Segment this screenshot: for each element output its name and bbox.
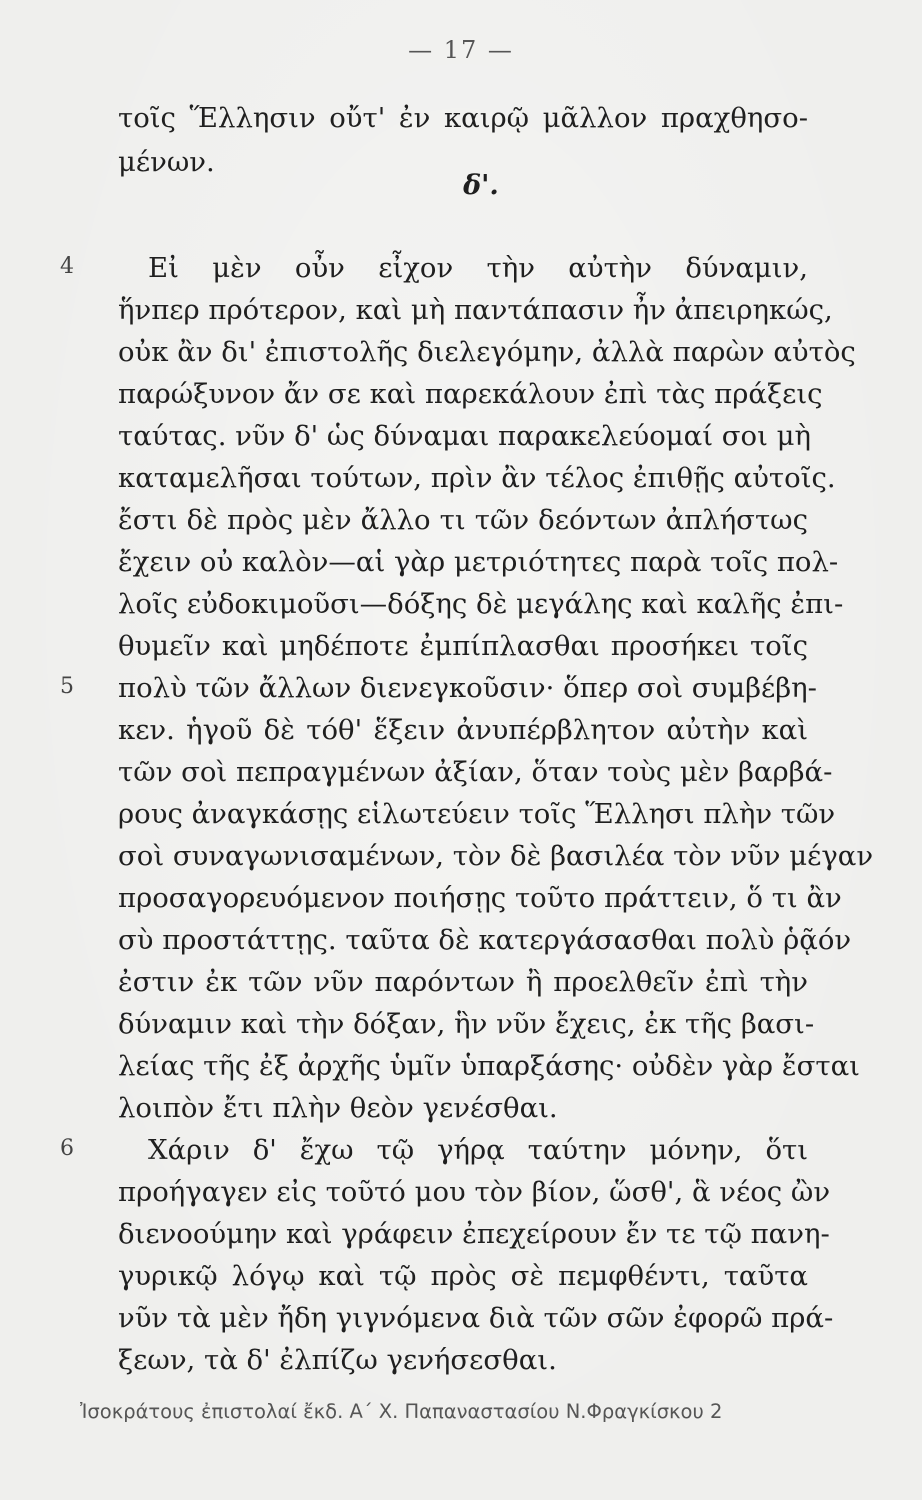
text-line: κεν. ἡγοῦ δὲ τόθ' ἕξειν ἀνυπέρβλητον αὐτὴν καὶ <box>118 714 808 746</box>
text-line: παρώξυνον ἄν σε καὶ παρεκάλουν ἐπὶ τὰς πράξεις <box>118 378 823 410</box>
page-number: — 17 — <box>408 36 514 64</box>
footer-imprint: Ἰσοκράτους ἐπιστολαί ἔκδ. Α΄ Χ. Παπαναστασίου Ν.Φραγκίσκου 2 <box>80 1400 723 1423</box>
text-line: σὺ προστάττῃς. ταῦτα δὲ κατεργάσασθαι πολὺ ῥᾷόν <box>118 924 852 956</box>
text-line: λείας τῆς ἐξ ἀρχῆς ὑμῖν ὑπαρξάσης· οὐδὲν γὰρ ἔσται <box>118 1050 860 1082</box>
text-line: Εἰ μὲν οὖν εἶχον τὴν αὐτὴν δύναμιν, <box>148 252 808 284</box>
text-line: ἥνπερ πρότερον, καὶ μὴ παντάπασιν ἦν ἀπειρηκώς, <box>118 294 833 326</box>
text-line: διενοούμην καὶ γράφειν ἐπεχείρουν ἔν τε τῷ πανη- <box>118 1218 830 1250</box>
text-line: μένων. <box>118 146 215 178</box>
text-line: πολὺ τῶν ἄλλων διενεγκοῦσιν· ὅπερ σοὶ συμβέβη- <box>118 672 817 704</box>
text-line: νῦν τὰ μὲν ἤδη γιγνόμενα διὰ τῶν σῶν ἐφορῶ πρά- <box>118 1302 834 1334</box>
paragraph-number: 4 <box>60 254 74 279</box>
text-line: οὐκ ἂν δι' ἐπιστολῆς διελεγόμην, ἀλλὰ παρὼν αὐτὸς <box>118 336 856 368</box>
text-line: θυμεῖν καὶ μηδέποτε ἐμπίπλασθαι προσήκει τοῖς <box>118 630 808 662</box>
text-line: τῶν σοὶ πεπραγμένων ἀξίαν, ὅταν τοὺς μὲν βαρβά- <box>118 756 833 788</box>
text-line: ρους ἀναγκάσῃς εἱλωτεύειν τοῖς Ἕλλησι πλὴν τῶν <box>118 798 836 830</box>
text-line: καταμελῆσαι τούτων, πρὶν ἂν τέλος ἐπιθῇς αὐτοῖς. <box>118 462 836 494</box>
text-line: ξεων, τὰ δ' ἐλπίζω γενήσεσθαι. <box>118 1344 557 1376</box>
paragraph-number: 6 <box>60 1136 74 1161</box>
text-line: ἔχειν οὐ καλὸν—αἱ γὰρ μετριότητες παρὰ τοῖς πολ- <box>118 546 839 578</box>
section-heading: δ'. <box>463 170 499 201</box>
text-line: προσαγορευόμενον ποιήσῃς τοῦτο πράττειν, ὅ τι ἂν <box>118 882 842 914</box>
text-line: λοιπὸν ἔτι πλὴν θεὸν γενέσθαι. <box>118 1092 558 1124</box>
text-line: τοῖς Ἕλλησιν οὔτ' ἐν καιρῷ μᾶλλον πραχθησο- <box>118 102 808 134</box>
text-line: δύναμιν καὶ τὴν δόξαν, ἣν νῦν ἔχεις, ἐκ τῆς βασι- <box>118 1008 815 1040</box>
text-line: ταύτας. νῦν δ' ὡς δύναμαι παρακελεύομαί σοι μὴ <box>118 420 811 452</box>
text-line: σοὶ συναγωνισαμένων, τὸν δὲ βασιλέα τὸν νῦν μέγαν <box>118 840 874 872</box>
text-line: Χάριν δ' ἔχω τῷ γήρᾳ ταύτην μόνην, ὅτι <box>148 1134 808 1166</box>
text-line: ἔστι δὲ πρὸς μὲν ἄλλο τι τῶν δεόντων ἀπλήστως <box>118 504 808 536</box>
text-line: ἐστιν ἐκ τῶν νῦν παρόντων ἢ προελθεῖν ἐπὶ τὴν <box>118 966 808 998</box>
paragraph-number: 5 <box>60 674 74 699</box>
text-line: προήγαγεν εἰς τοῦτό μου τὸν βίον, ὥσθ', ἃ νέος ὢν <box>118 1176 831 1208</box>
text-line: γυρικῷ λόγῳ καὶ τῷ πρὸς σὲ πεμφθέντι, ταῦτα <box>118 1260 808 1292</box>
text-line: λοῖς εὐδοκιμοῦσι—δόξης δὲ μεγάλης καὶ καλῆς ἐπι- <box>118 588 844 620</box>
